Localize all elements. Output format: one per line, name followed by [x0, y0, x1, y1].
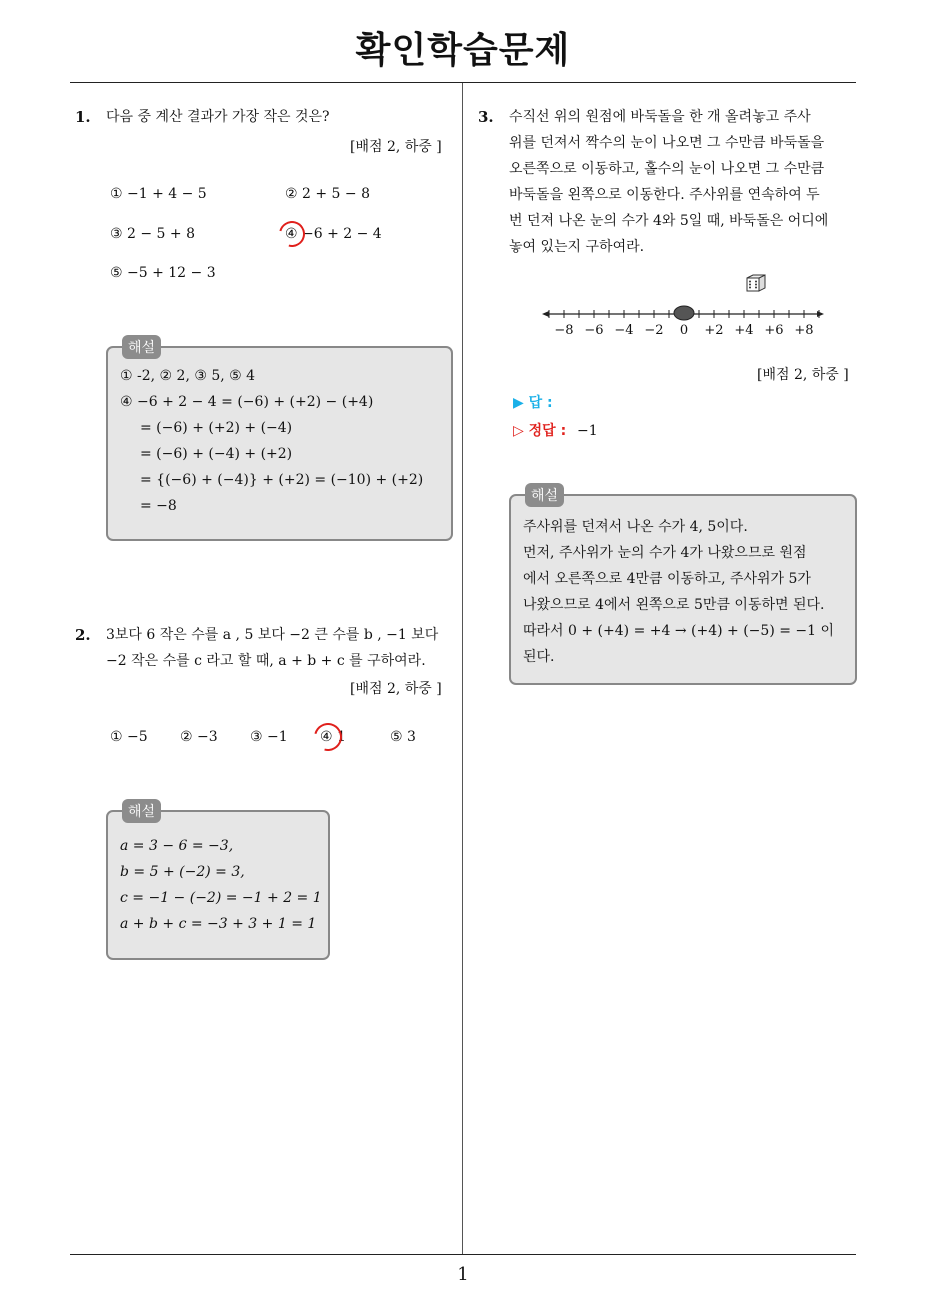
q1-solution-tag: 해설 — [122, 335, 161, 359]
axis-label: −8 — [554, 323, 574, 338]
q3-correct-label: ▷ 정답 : — [513, 423, 567, 439]
q3-solution-line-3: 에서 오른쪽으로 4만큼 이동하고, 주사위가 5가 — [523, 571, 811, 587]
q2-choice-4[interactable]: ④ 1 — [320, 729, 346, 745]
q3-answer-label: ▶ 답 : — [513, 395, 553, 411]
number-line — [540, 300, 830, 340]
dice-icon — [746, 274, 768, 294]
go-stone — [674, 306, 694, 320]
q2-answer-circle-mark — [309, 718, 347, 756]
axis-label: −4 — [614, 323, 634, 338]
q2-solution-line-1: a = 3 − 6 = −3, — [120, 838, 234, 854]
q3-solution-line-5: 따라서 0 + (+4) = +4 → (+4) + (−5) = −1 이 — [523, 623, 835, 639]
q2-line-1: 3보다 6 작은 수를 a , 5 보다 −2 큰 수를 b , −1 보다 — [106, 627, 439, 643]
page-title: 확인학습문제 — [355, 30, 571, 71]
q2-solution-box — [106, 804, 330, 960]
q1-solution-line-2: ④ −6 + 2 − 4 = (−6) + (+2) − (+4) — [120, 394, 374, 410]
q1-solution-line-5: = {(−6) + (−4)} + (+2) = (−10) + (+2) — [140, 472, 424, 488]
q3-solution-tag: 해설 — [525, 483, 564, 507]
q3-line-5: 번 던져 나온 눈의 수가 4와 5일 때, 바둑돌은 어디에 — [509, 213, 829, 229]
q2-solution-tag: 해설 — [122, 799, 161, 823]
q3-correct-row — [513, 420, 598, 440]
q3-line-1: 수직선 위의 원점에 바둑돌을 한 개 올려놓고 주사 — [509, 109, 811, 125]
axis-label: +2 — [704, 323, 724, 338]
axis-label: +6 — [764, 323, 784, 338]
q1-choice-2[interactable]: ② 2 + 5 − 8 — [285, 186, 370, 202]
q1-number: 1. — [75, 108, 91, 126]
q3-number: 3. — [478, 108, 494, 126]
bottom-rule — [70, 1254, 856, 1255]
q2-choice-1[interactable]: ① −5 — [110, 729, 148, 745]
q1-choice-3[interactable]: ③ 2 − 5 + 8 — [110, 226, 195, 242]
axis-label: −2 — [644, 323, 664, 338]
q3-line-6: 놓여 있는지 구하여라. — [509, 239, 645, 255]
q1-text: 다음 중 계산 결과가 가장 작은 것은? — [106, 109, 330, 125]
q2-line-2: −2 작은 수를 c 라고 할 때, a + b + c 를 구하여라. — [106, 653, 426, 669]
q1-solution-line-4: = (−6) + (−4) + (+2) — [140, 446, 293, 462]
q2-solution-line-3: c = −1 − (−2) = −1 + 2 = 1 — [120, 890, 322, 906]
q3-correct-value: −1 — [577, 423, 598, 439]
q2-choice-2[interactable]: ② −3 — [180, 729, 218, 745]
column-divider — [462, 83, 463, 1255]
q1-score: [배점 2, 하중 ] — [350, 139, 442, 155]
q1-choice-1[interactable]: ① −1 + 4 − 5 — [110, 186, 207, 202]
q2-solution-line-4: a + b + c = −3 + 3 + 1 = 1 — [120, 916, 317, 932]
q3-line-4: 바둑돌을 왼쪽으로 이동한다. 주사위를 연속하여 두 — [509, 187, 820, 203]
q1-choice-5[interactable]: ⑤ −5 + 12 − 3 — [110, 265, 216, 281]
q3-solution-line-4: 나왔으므로 4에서 왼쪽으로 5만큼 이동하면 된다. — [523, 597, 825, 613]
q3-solution-line-1: 주사위를 던져서 나온 수가 4, 5이다. — [523, 519, 748, 535]
q3-solution-line-6: 된다. — [523, 649, 555, 665]
page-number: 1 — [457, 1264, 469, 1285]
q1-solution-line-6: = −8 — [140, 498, 177, 514]
q1-solution-box — [106, 340, 453, 541]
q3-answer-row — [513, 392, 553, 412]
q1-choice-4[interactable]: ④ −6 + 2 − 4 — [285, 226, 382, 242]
q1-solution-line-1: ① -2, ② 2, ③ 5, ⑤ 4 — [120, 368, 256, 384]
q3-solution-box — [509, 488, 857, 685]
top-rule — [70, 82, 856, 83]
q3-line-3: 오른쪽으로 이동하고, 홀수의 눈이 나오면 그 수만큼 — [509, 161, 825, 177]
axis-label: +4 — [734, 323, 754, 338]
q2-number: 2. — [75, 626, 91, 644]
q2-score: [배점 2, 하중 ] — [350, 681, 442, 697]
q2-choice-3[interactable]: ③ −1 — [250, 729, 288, 745]
q3-score: [배점 2, 하중 ] — [757, 367, 849, 383]
q2-choice-5[interactable]: ⑤ 3 — [390, 729, 416, 745]
axis-label: +8 — [794, 323, 814, 338]
axis-label: 0 — [679, 323, 689, 338]
q1-solution-line-3: = (−6) + (+2) + (−4) — [140, 420, 293, 436]
q3-line-2: 위를 던져서 짝수의 눈이 나오면 그 수만큼 바둑돌을 — [509, 135, 825, 151]
q1-answer-circle-mark — [274, 216, 310, 252]
axis-label: −6 — [584, 323, 604, 338]
q2-solution-line-2: b = 5 + (−2) = 3, — [120, 864, 245, 880]
q3-solution-line-2: 먼저, 주사위가 눈의 수가 4가 나왔으므로 원점 — [523, 545, 807, 561]
